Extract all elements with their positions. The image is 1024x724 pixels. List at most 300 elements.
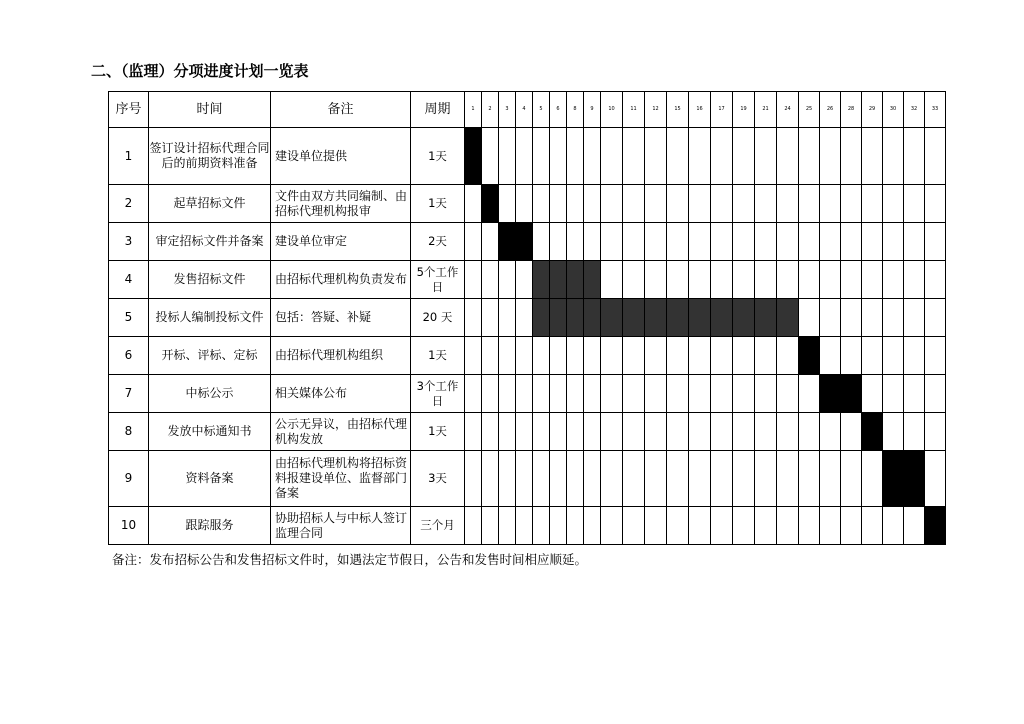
day-cell: [689, 261, 711, 299]
day-cell: [841, 451, 862, 507]
day-cell: [904, 337, 925, 375]
day-cell: [883, 337, 904, 375]
day-cell: [841, 337, 862, 375]
row-period: 5个工作日: [411, 261, 465, 299]
day-cell: [645, 413, 667, 451]
day-cell: [465, 507, 482, 545]
day-cell: [667, 128, 689, 185]
row-seq: 7: [109, 375, 149, 413]
day-cell: [667, 507, 689, 545]
day-cell: [799, 128, 820, 185]
day-cell: [567, 375, 584, 413]
gantt-bar-cell: [567, 261, 584, 299]
day-cell: [755, 223, 777, 261]
day-cell: [689, 375, 711, 413]
day-header: 9: [584, 92, 601, 128]
day-cell: [550, 375, 567, 413]
day-cell: [799, 223, 820, 261]
day-cell: [499, 413, 516, 451]
day-header: 26: [820, 92, 841, 128]
gantt-bar-cell: [550, 299, 567, 337]
day-cell: [755, 128, 777, 185]
gantt-bar-cell: [499, 223, 516, 261]
day-cell: [567, 185, 584, 223]
gantt-bar-cell: [623, 299, 645, 337]
day-cell: [733, 451, 755, 507]
day-cell: [799, 185, 820, 223]
day-cell: [516, 261, 533, 299]
day-header: 33: [925, 92, 946, 128]
day-cell: [645, 128, 667, 185]
header-time: 时间: [149, 92, 271, 128]
day-cell: [482, 451, 499, 507]
day-cell: [883, 128, 904, 185]
day-cell: [499, 128, 516, 185]
header-seq: 序号: [109, 92, 149, 128]
day-cell: [645, 507, 667, 545]
day-header: 12: [645, 92, 667, 128]
gantt-bar-cell: [820, 375, 841, 413]
day-cell: [550, 223, 567, 261]
row-task: 发售招标文件: [149, 261, 271, 299]
day-cell: [645, 185, 667, 223]
day-header: 15: [667, 92, 689, 128]
row-seq: 4: [109, 261, 149, 299]
gantt-bar-cell: [584, 261, 601, 299]
day-cell: [733, 185, 755, 223]
day-header: 24: [777, 92, 799, 128]
day-cell: [584, 337, 601, 375]
day-cell: [711, 337, 733, 375]
day-cell: [862, 261, 883, 299]
table-row: [109, 223, 946, 261]
row-note: 协助招标人与中标人签订监理合同: [271, 507, 411, 545]
day-header: 21: [755, 92, 777, 128]
day-cell: [883, 223, 904, 261]
day-cell: [667, 451, 689, 507]
day-cell: [904, 413, 925, 451]
day-cell: [799, 413, 820, 451]
day-cell: [711, 185, 733, 223]
gantt-bar-cell: [862, 413, 883, 451]
day-cell: [550, 185, 567, 223]
day-cell: [601, 507, 623, 545]
schedule-table: [108, 91, 946, 545]
day-cell: [601, 261, 623, 299]
gantt-bar-cell: [925, 507, 946, 545]
day-cell: [550, 128, 567, 185]
day-cell: [567, 223, 584, 261]
day-cell: [777, 451, 799, 507]
row-period: 1天: [411, 413, 465, 451]
day-header: 10: [601, 92, 623, 128]
row-note: 建设单位提供: [271, 128, 411, 185]
gantt-bar-cell: [645, 299, 667, 337]
day-cell: [883, 261, 904, 299]
row-seq: 3: [109, 223, 149, 261]
row-note: 由招标代理机构将招标资料报建设单位、监督部门备案: [271, 451, 411, 507]
day-cell: [533, 413, 550, 451]
day-cell: [645, 337, 667, 375]
day-header: 6: [550, 92, 567, 128]
day-cell: [711, 375, 733, 413]
day-cell: [777, 375, 799, 413]
day-cell: [841, 261, 862, 299]
header-row: [109, 92, 946, 128]
gantt-bar-cell: [711, 299, 733, 337]
day-cell: [465, 223, 482, 261]
day-cell: [841, 413, 862, 451]
day-cell: [925, 337, 946, 375]
day-cell: [711, 223, 733, 261]
table-row: [109, 299, 946, 337]
day-header: 2: [482, 92, 499, 128]
day-cell: [516, 299, 533, 337]
row-task: 起草招标文件: [149, 185, 271, 223]
gantt-bar-cell: [689, 299, 711, 337]
day-cell: [862, 451, 883, 507]
day-cell: [623, 128, 645, 185]
day-cell: [533, 128, 550, 185]
day-cell: [482, 261, 499, 299]
day-cell: [841, 507, 862, 545]
table-row: [109, 413, 946, 451]
day-cell: [645, 261, 667, 299]
row-note: 公示无异议，由招标代理机构发放: [271, 413, 411, 451]
day-cell: [623, 337, 645, 375]
day-cell: [516, 507, 533, 545]
day-cell: [623, 223, 645, 261]
row-note: 文件由双方共同编制、由招标代理机构报审: [271, 185, 411, 223]
day-header: 32: [904, 92, 925, 128]
day-cell: [645, 375, 667, 413]
day-cell: [584, 413, 601, 451]
day-cell: [499, 261, 516, 299]
day-cell: [516, 185, 533, 223]
gantt-bar-cell: [904, 451, 925, 507]
header-note: 备注: [271, 92, 411, 128]
day-cell: [799, 507, 820, 545]
day-cell: [904, 223, 925, 261]
row-note: 由招标代理机构组织: [271, 337, 411, 375]
day-cell: [482, 507, 499, 545]
day-cell: [601, 337, 623, 375]
day-header: 25: [799, 92, 820, 128]
row-period: 1天: [411, 185, 465, 223]
gantt-bar-cell: [667, 299, 689, 337]
day-cell: [567, 507, 584, 545]
day-cell: [925, 128, 946, 185]
day-cell: [623, 451, 645, 507]
day-cell: [550, 507, 567, 545]
day-cell: [904, 375, 925, 413]
day-cell: [584, 185, 601, 223]
header-period: 周期: [411, 92, 465, 128]
day-cell: [689, 451, 711, 507]
row-seq: 6: [109, 337, 149, 375]
gantt-bar-cell: [465, 128, 482, 185]
day-cell: [601, 185, 623, 223]
day-cell: [755, 413, 777, 451]
day-cell: [550, 451, 567, 507]
day-cell: [925, 261, 946, 299]
gantt-bar-cell: [777, 299, 799, 337]
day-cell: [601, 223, 623, 261]
row-note: 由招标代理机构负责发布: [271, 261, 411, 299]
row-note: 包括：答疑、补疑: [271, 299, 411, 337]
day-cell: [733, 128, 755, 185]
day-cell: [567, 128, 584, 185]
day-cell: [904, 299, 925, 337]
table-row: [109, 261, 946, 299]
day-header: 16: [689, 92, 711, 128]
day-cell: [799, 375, 820, 413]
day-cell: [925, 451, 946, 507]
row-period: 1天: [411, 337, 465, 375]
day-cell: [623, 507, 645, 545]
day-cell: [733, 507, 755, 545]
gantt-bar-cell: [516, 223, 533, 261]
row-seq: 9: [109, 451, 149, 507]
day-cell: [733, 413, 755, 451]
gantt-bar-cell: [533, 299, 550, 337]
day-cell: [777, 128, 799, 185]
day-cell: [465, 337, 482, 375]
day-cell: [755, 185, 777, 223]
day-cell: [711, 413, 733, 451]
row-task: 签订设计招标代理合同后的前期资料准备: [149, 128, 271, 185]
row-seq: 2: [109, 185, 149, 223]
row-task: 中标公示: [149, 375, 271, 413]
day-cell: [777, 261, 799, 299]
day-cell: [465, 375, 482, 413]
table-row: [109, 128, 946, 185]
row-period: 20 天: [411, 299, 465, 337]
day-cell: [584, 223, 601, 261]
gantt-bar-cell: [883, 451, 904, 507]
day-cell: [777, 223, 799, 261]
day-cell: [862, 128, 883, 185]
gantt-bar-cell: [567, 299, 584, 337]
day-cell: [733, 375, 755, 413]
row-seq: 10: [109, 507, 149, 545]
row-period: 3天: [411, 451, 465, 507]
day-cell: [883, 507, 904, 545]
day-cell: [533, 185, 550, 223]
day-cell: [883, 375, 904, 413]
day-cell: [862, 185, 883, 223]
row-task: 审定招标文件并备案: [149, 223, 271, 261]
day-header: 29: [862, 92, 883, 128]
day-cell: [499, 451, 516, 507]
row-seq: 1: [109, 128, 149, 185]
row-task: 投标人编制投标文件: [149, 299, 271, 337]
day-cell: [862, 337, 883, 375]
day-cell: [820, 223, 841, 261]
day-cell: [777, 185, 799, 223]
day-cell: [904, 185, 925, 223]
day-cell: [755, 507, 777, 545]
day-cell: [499, 337, 516, 375]
row-period: 2天: [411, 223, 465, 261]
day-cell: [820, 299, 841, 337]
day-cell: [799, 261, 820, 299]
gantt-bar-cell: [584, 299, 601, 337]
day-cell: [689, 128, 711, 185]
day-cell: [533, 375, 550, 413]
gantt-bar-cell: [533, 261, 550, 299]
day-header: 4: [516, 92, 533, 128]
day-cell: [755, 261, 777, 299]
day-cell: [567, 451, 584, 507]
day-cell: [689, 337, 711, 375]
day-cell: [465, 185, 482, 223]
day-cell: [667, 261, 689, 299]
day-cell: [755, 451, 777, 507]
gantt-bar-cell: [755, 299, 777, 337]
gantt-bar-cell: [601, 299, 623, 337]
row-period: 3个工作日: [411, 375, 465, 413]
day-cell: [533, 507, 550, 545]
gantt-bar-cell: [482, 185, 499, 223]
day-cell: [584, 375, 601, 413]
day-cell: [499, 185, 516, 223]
table-row: [109, 451, 946, 507]
footnote: 备注：发布招标公告和发售招标文件时，如遇法定节假日，公告和发售时间相应顺延。: [112, 552, 588, 567]
day-cell: [799, 299, 820, 337]
day-cell: [925, 413, 946, 451]
day-cell: [465, 261, 482, 299]
day-cell: [516, 375, 533, 413]
day-cell: [499, 507, 516, 545]
day-header: 3: [499, 92, 516, 128]
day-cell: [584, 128, 601, 185]
day-cell: [516, 337, 533, 375]
table-row: [109, 507, 946, 545]
row-task: 发放中标通知书: [149, 413, 271, 451]
day-cell: [711, 128, 733, 185]
day-cell: [645, 223, 667, 261]
day-cell: [820, 413, 841, 451]
row-seq: 8: [109, 413, 149, 451]
day-cell: [465, 299, 482, 337]
day-cell: [711, 451, 733, 507]
day-cell: [904, 128, 925, 185]
day-cell: [667, 185, 689, 223]
day-cell: [689, 507, 711, 545]
day-cell: [623, 375, 645, 413]
day-cell: [711, 507, 733, 545]
day-cell: [533, 451, 550, 507]
day-cell: [883, 413, 904, 451]
day-header: 1: [465, 92, 482, 128]
day-cell: [482, 128, 499, 185]
day-cell: [465, 451, 482, 507]
day-cell: [841, 185, 862, 223]
day-cell: [820, 128, 841, 185]
day-cell: [925, 223, 946, 261]
day-cell: [516, 128, 533, 185]
day-cell: [925, 299, 946, 337]
row-note: 建设单位审定: [271, 223, 411, 261]
row-task: 跟踪服务: [149, 507, 271, 545]
day-cell: [733, 337, 755, 375]
day-cell: [820, 261, 841, 299]
day-cell: [862, 375, 883, 413]
page-title: 二、（监理）分项进度计划一览表: [91, 62, 309, 80]
day-cell: [667, 223, 689, 261]
day-cell: [567, 337, 584, 375]
gantt-bar-cell: [799, 337, 820, 375]
day-cell: [777, 507, 799, 545]
day-cell: [667, 375, 689, 413]
day-cell: [623, 413, 645, 451]
day-cell: [820, 507, 841, 545]
day-cell: [883, 185, 904, 223]
day-cell: [862, 507, 883, 545]
day-cell: [533, 337, 550, 375]
day-cell: [733, 223, 755, 261]
day-cell: [623, 185, 645, 223]
day-cell: [601, 375, 623, 413]
day-cell: [733, 261, 755, 299]
table-row: [109, 375, 946, 413]
day-cell: [841, 223, 862, 261]
table-row: [109, 185, 946, 223]
day-cell: [820, 451, 841, 507]
day-cell: [862, 223, 883, 261]
day-header: 19: [733, 92, 755, 128]
table-row: [109, 337, 946, 375]
gantt-bar-cell: [733, 299, 755, 337]
day-cell: [550, 337, 567, 375]
day-cell: [499, 299, 516, 337]
day-cell: [482, 299, 499, 337]
day-cell: [482, 223, 499, 261]
day-cell: [777, 413, 799, 451]
day-header: 5: [533, 92, 550, 128]
day-header: 30: [883, 92, 904, 128]
day-cell: [584, 451, 601, 507]
day-cell: [689, 413, 711, 451]
day-cell: [482, 337, 499, 375]
day-cell: [550, 413, 567, 451]
day-cell: [925, 185, 946, 223]
day-cell: [601, 451, 623, 507]
day-cell: [904, 261, 925, 299]
day-cell: [533, 223, 550, 261]
day-cell: [925, 375, 946, 413]
day-cell: [516, 413, 533, 451]
row-note: 相关媒体公布: [271, 375, 411, 413]
day-cell: [841, 128, 862, 185]
day-cell: [482, 375, 499, 413]
gantt-bar-cell: [841, 375, 862, 413]
day-cell: [777, 337, 799, 375]
day-header: 28: [841, 92, 862, 128]
day-header: 11: [623, 92, 645, 128]
day-cell: [799, 451, 820, 507]
day-cell: [689, 185, 711, 223]
day-cell: [883, 299, 904, 337]
day-cell: [516, 451, 533, 507]
day-cell: [841, 299, 862, 337]
day-cell: [645, 451, 667, 507]
day-cell: [862, 299, 883, 337]
day-cell: [567, 413, 584, 451]
day-cell: [623, 261, 645, 299]
day-cell: [465, 413, 482, 451]
